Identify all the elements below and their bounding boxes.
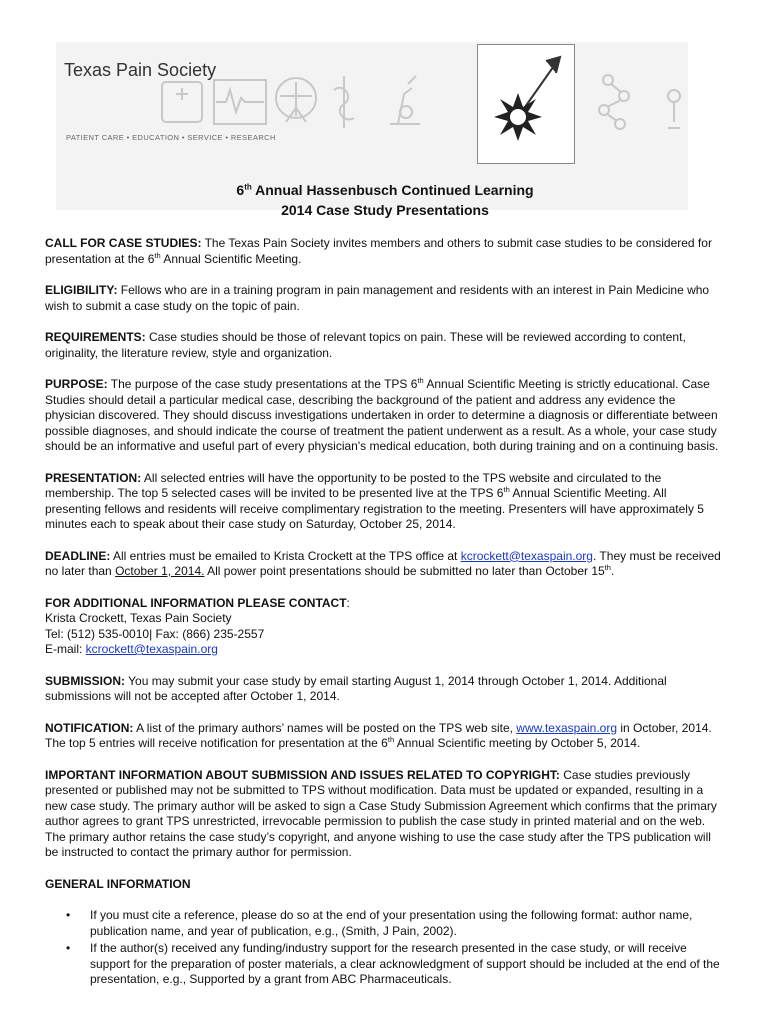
section-label: DEADLINE:	[45, 548, 111, 563]
superscript: th	[387, 735, 395, 744]
deadline-date: October 1, 2014.	[115, 564, 205, 578]
contact-colon: :	[346, 595, 350, 610]
contact-name: Krista Crockett, Texas Pain Society	[45, 611, 232, 625]
submission	[45, 674, 725, 705]
title-number: 6	[236, 182, 245, 198]
para-text: Annual Scientific Meeting is strictly educational. Case Studies should detail a particular medical case, describing the background of the patient and address any evidence the physician discovered. They should discuss investigations undertaken in order to determine a diagnosis or differentiate between possible diagnoses, and should indicate the course of treatment the patient underwent as a result. As a whole, your case study should be an informative and useful part of every physician's medical education, both during training and on a continuing basis.	[45, 377, 719, 453]
purpose	[45, 377, 725, 455]
notification	[45, 721, 725, 752]
section-label: PURPOSE:	[45, 377, 108, 391]
logo-emblem	[477, 44, 575, 164]
presentation	[45, 471, 725, 533]
para-text: Annual Scientific Meeting.	[160, 251, 302, 266]
bullet-icon: •	[66, 941, 71, 955]
contact-email-link[interactable]: kcrockett@texaspain.org	[85, 642, 218, 656]
microscope-icon	[390, 76, 420, 124]
section-label: SUBMISSION:	[45, 673, 126, 688]
list-item-text: If the author(s) received any funding/industry support for the research presented in the case study, or will receive support for the preparation of poster materials, a clear acknowledgment of support should be included at the end of the presentation, e.g., Supported by a grant from ABC Pharmaceuticals.	[90, 941, 720, 986]
section-label: ELIGIBILITY:	[45, 283, 118, 297]
contact-heading	[45, 596, 725, 612]
bullet-icon: •	[66, 908, 71, 922]
para-text: . They must be received no later than	[45, 548, 721, 578]
title-text: Annual Hassenbusch Continued Learning	[251, 182, 534, 198]
document-body	[45, 236, 725, 990]
para-text: Annual Scientific meeting by October 5, 2014.	[394, 736, 641, 750]
org-name: Texas Pain Society	[64, 60, 217, 80]
section-label: FOR ADDITIONAL INFORMATION PLEASE CONTACT	[45, 595, 347, 610]
section-label: CALL FOR CASE STUDIES:	[45, 236, 202, 250]
para-text: All entries must be emailed to Krista Crockett at the TPS office at	[110, 548, 461, 563]
list-item	[45, 941, 725, 988]
eligibility	[45, 283, 725, 314]
title-superscript: th	[244, 182, 252, 192]
para-text: .	[610, 564, 615, 578]
superscript: th	[417, 376, 424, 385]
general-info-list	[45, 908, 725, 988]
para-text: All power point presentations should be submitted no later than October 15	[204, 564, 605, 578]
tagline: PATIENT CARE • EDUCATION • SERVICE • RESEARCH	[66, 133, 276, 142]
website-link[interactable]: www.texaspain.org	[516, 720, 618, 735]
section-label: REQUIREMENTS:	[45, 330, 146, 344]
deadline-email-link[interactable]: kcrockett@texaspain.org	[460, 548, 593, 563]
deadline	[45, 549, 725, 580]
para-text: Annual Scientific Meeting. All presenting fellows and residents will receive complimentary registration to the meeting. Presenters will have approximately 5 minutes each to speak about their case study on Saturday, October 25, 2014.	[45, 486, 704, 531]
caduceus-icon	[334, 76, 354, 128]
section-label: IMPORTANT INFORMATION ABOUT SUBMISSION AND ISSUES RELATED TO COPYRIGHT:	[45, 767, 560, 782]
para-text: Case studies should be those of relevant topics on pain. These will be reviewed according to content, originality, the literature review, style and organization.	[45, 330, 686, 360]
copyright-info	[45, 768, 725, 861]
general-info-heading	[45, 877, 725, 893]
contact-email-line	[45, 642, 725, 658]
medical-icons-strip	[158, 68, 478, 132]
email-label: E-mail:	[45, 642, 86, 656]
para-text: All selected entries will have the opportunity to be posted to the TPS website and circulated to the membership. The top 5 selected cases will be invited to be presented live at the TPS 6	[45, 470, 662, 500]
para-text: The Texas Pain Society invites members and others to submit case studies to be considered for presentation at the 6	[45, 236, 712, 266]
section-label: PRESENTATION:	[45, 470, 142, 485]
para-text: A list of the primary authors’ names will be posted on the TPS web site,	[133, 720, 517, 735]
molecule-icons	[578, 66, 688, 136]
list-item	[45, 908, 725, 939]
contact-info	[45, 596, 725, 658]
page-title-line1	[0, 182, 770, 198]
para-text: You may submit your case study by email starting August 1, 2014 through October 1, 2014. Additional submissions will not be accepted after October 1, 2014.	[45, 673, 667, 703]
superscript: th	[154, 250, 161, 260]
para-text: in October, 2014. The top 5 entries will receive notification for presentation at the 6	[45, 720, 712, 750]
call-for-case-studies	[45, 236, 725, 267]
requirements	[45, 330, 725, 361]
page-title-line2: 2014 Case Study Presentations	[281, 202, 489, 218]
section-label: NOTIFICATION:	[45, 720, 134, 735]
superscript: th	[503, 485, 510, 494]
section-heading: GENERAL INFORMATION	[45, 876, 191, 891]
superscript: th	[604, 563, 611, 572]
contact-phone: Tel: (512) 535-0010| Fax: (866) 235-2557	[45, 626, 265, 641]
para-text: The purpose of the case study presentations at the TPS 6	[107, 377, 418, 391]
list-item-text: If you must cite a reference, please do so at the end of your presentation using the following format: author name, publication name, and year of publication, e.g., (Smith, J Pain, 2002).	[90, 908, 693, 938]
para-text: Case studies previously presented or published may not be submitted to TPS without modification. Data must be updated or expanded, resulting in a new case study. The primary author will be asked to sign a Case Study Submission Agreement which confirms that the primary author agrees to grant TPS unrestricted, irrevocable permission to publish the case study in printed material and on the web. The primary author retains the case study’s copyright, and anyone wishing to use the case study after the TPS publication will be instructed to contact the primary author for permission.	[45, 767, 717, 859]
para-text: Fellows who are in a training program in pain management and residents with an interest in Pain Medicine who wish to submit a case study on the topic of pain.	[45, 283, 710, 313]
